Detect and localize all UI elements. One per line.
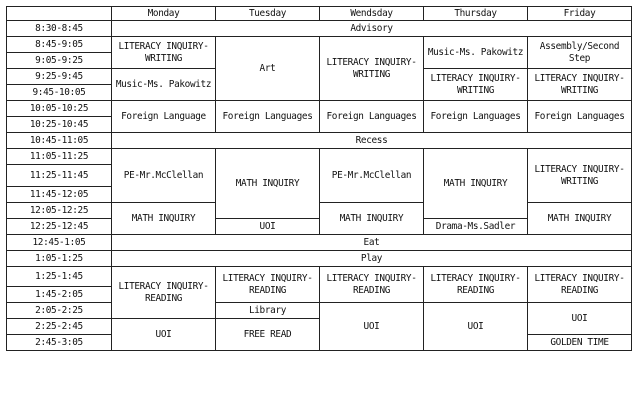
time-slot: 10:25-10:45 [7, 117, 112, 133]
tuesday-free-read: FREE READ [216, 319, 320, 351]
schedule-row [7, 37, 632, 53]
play-cell: Play [112, 251, 632, 267]
time-slot: 9:05-9:25 [7, 53, 112, 69]
wednesday-literacy-reading: LITERACY INQUIRY-READING [320, 267, 424, 303]
time-slot: 2:45-3:05 [7, 335, 112, 351]
time-slot: 12:05-12:25 [7, 203, 112, 219]
time-slot: 8:45-9:05 [7, 37, 112, 53]
wednesday-literacy-writing: LITERACY INQUIRY-WRITING [320, 37, 424, 101]
monday-pe: PE-Mr.McClellan [112, 149, 216, 203]
monday-music: Music-Ms. Pakowitz [112, 69, 216, 101]
header-corner [7, 7, 112, 21]
time-slot: 12:45-1:05 [7, 235, 112, 251]
monday-uoi: UOI [112, 319, 216, 351]
time-slot: 10:45-11:05 [7, 133, 112, 149]
time-slot: 1:05-1:25 [7, 251, 112, 267]
header-row [7, 7, 632, 21]
friday-math: MATH INQUIRY [528, 203, 632, 235]
tuesday-foreign-languages: Foreign Languages [216, 101, 320, 133]
header-wednesday: Wendsday [320, 7, 424, 21]
schedule-row [7, 235, 632, 251]
time-slot: 1:45-2:05 [7, 287, 112, 303]
wednesday-math: MATH INQUIRY [320, 203, 424, 235]
wednesday-foreign-languages: Foreign Languages [320, 101, 424, 133]
eat-cell: Eat [112, 235, 632, 251]
time-slot: 9:25-9:45 [7, 69, 112, 85]
time-slot: 10:05-10:25 [7, 101, 112, 117]
schedule-row [7, 303, 632, 319]
friday-uoi: UOI [528, 303, 632, 335]
thursday-math: MATH INQUIRY [424, 149, 528, 219]
time-slot: 9:45-10:05 [7, 85, 112, 101]
weekly-schedule-table [6, 6, 632, 351]
schedule-row [7, 267, 632, 287]
monday-literacy-reading: LITERACY INQUIRY-READING [112, 267, 216, 319]
schedule-row [7, 101, 632, 117]
tuesday-literacy-reading: LITERACY INQUIRY-READING [216, 267, 320, 303]
thursday-literacy-reading: LITERACY INQUIRY-READING [424, 267, 528, 303]
time-slot: 2:05-2:25 [7, 303, 112, 319]
header-thursday: Thursday [424, 7, 528, 21]
friday-literacy-writing-2: LITERACY INQUIRY-WRITING [528, 149, 632, 203]
time-slot: 1:25-1:45 [7, 267, 112, 287]
monday-math: MATH INQUIRY [112, 203, 216, 235]
header-friday: Friday [528, 7, 632, 21]
schedule-row [7, 203, 632, 219]
tuesday-math: MATH INQUIRY [216, 149, 320, 219]
tuesday-art: Art [216, 37, 320, 101]
time-slot: 11:25-11:45 [7, 165, 112, 187]
header-monday: Monday [112, 7, 216, 21]
tuesday-library: Library [216, 303, 320, 319]
schedule-row [7, 133, 632, 149]
friday-literacy-reading: LITERACY INQUIRY-READING [528, 267, 632, 303]
time-slot: 11:45-12:05 [7, 187, 112, 203]
monday-literacy-writing: LITERACY INQUIRY-WRITING [112, 37, 216, 69]
header-tuesday: Tuesday [216, 7, 320, 21]
thursday-drama: Drama-Ms.Sadler [424, 219, 528, 235]
schedule-row [7, 251, 632, 267]
time-slot: 11:05-11:25 [7, 149, 112, 165]
thursday-music: Music-Ms. Pakowitz [424, 37, 528, 69]
thursday-foreign-languages: Foreign Languages [424, 101, 528, 133]
monday-foreign-language: Foreign Language [112, 101, 216, 133]
schedule-row [7, 21, 632, 37]
advisory-cell: Advisory [112, 21, 632, 37]
friday-golden-time: GOLDEN TIME [528, 335, 632, 351]
tuesday-uoi: UOI [216, 219, 320, 235]
time-slot: 12:25-12:45 [7, 219, 112, 235]
time-slot: 8:30-8:45 [7, 21, 112, 37]
thursday-literacy-writing: LITERACY INQUIRY-WRITING [424, 69, 528, 101]
thursday-uoi: UOI [424, 303, 528, 351]
friday-assembly: Assembly/Second Step [528, 37, 632, 69]
friday-literacy-writing: LITERACY INQUIRY-WRITING [528, 69, 632, 101]
wednesday-pe: PE-Mr.McClellan [320, 149, 424, 203]
friday-foreign-languages: Foreign Languages [528, 101, 632, 133]
recess-cell: Recess [112, 133, 632, 149]
time-slot: 2:25-2:45 [7, 319, 112, 335]
schedule-row [7, 149, 632, 165]
wednesday-uoi: UOI [320, 303, 424, 351]
